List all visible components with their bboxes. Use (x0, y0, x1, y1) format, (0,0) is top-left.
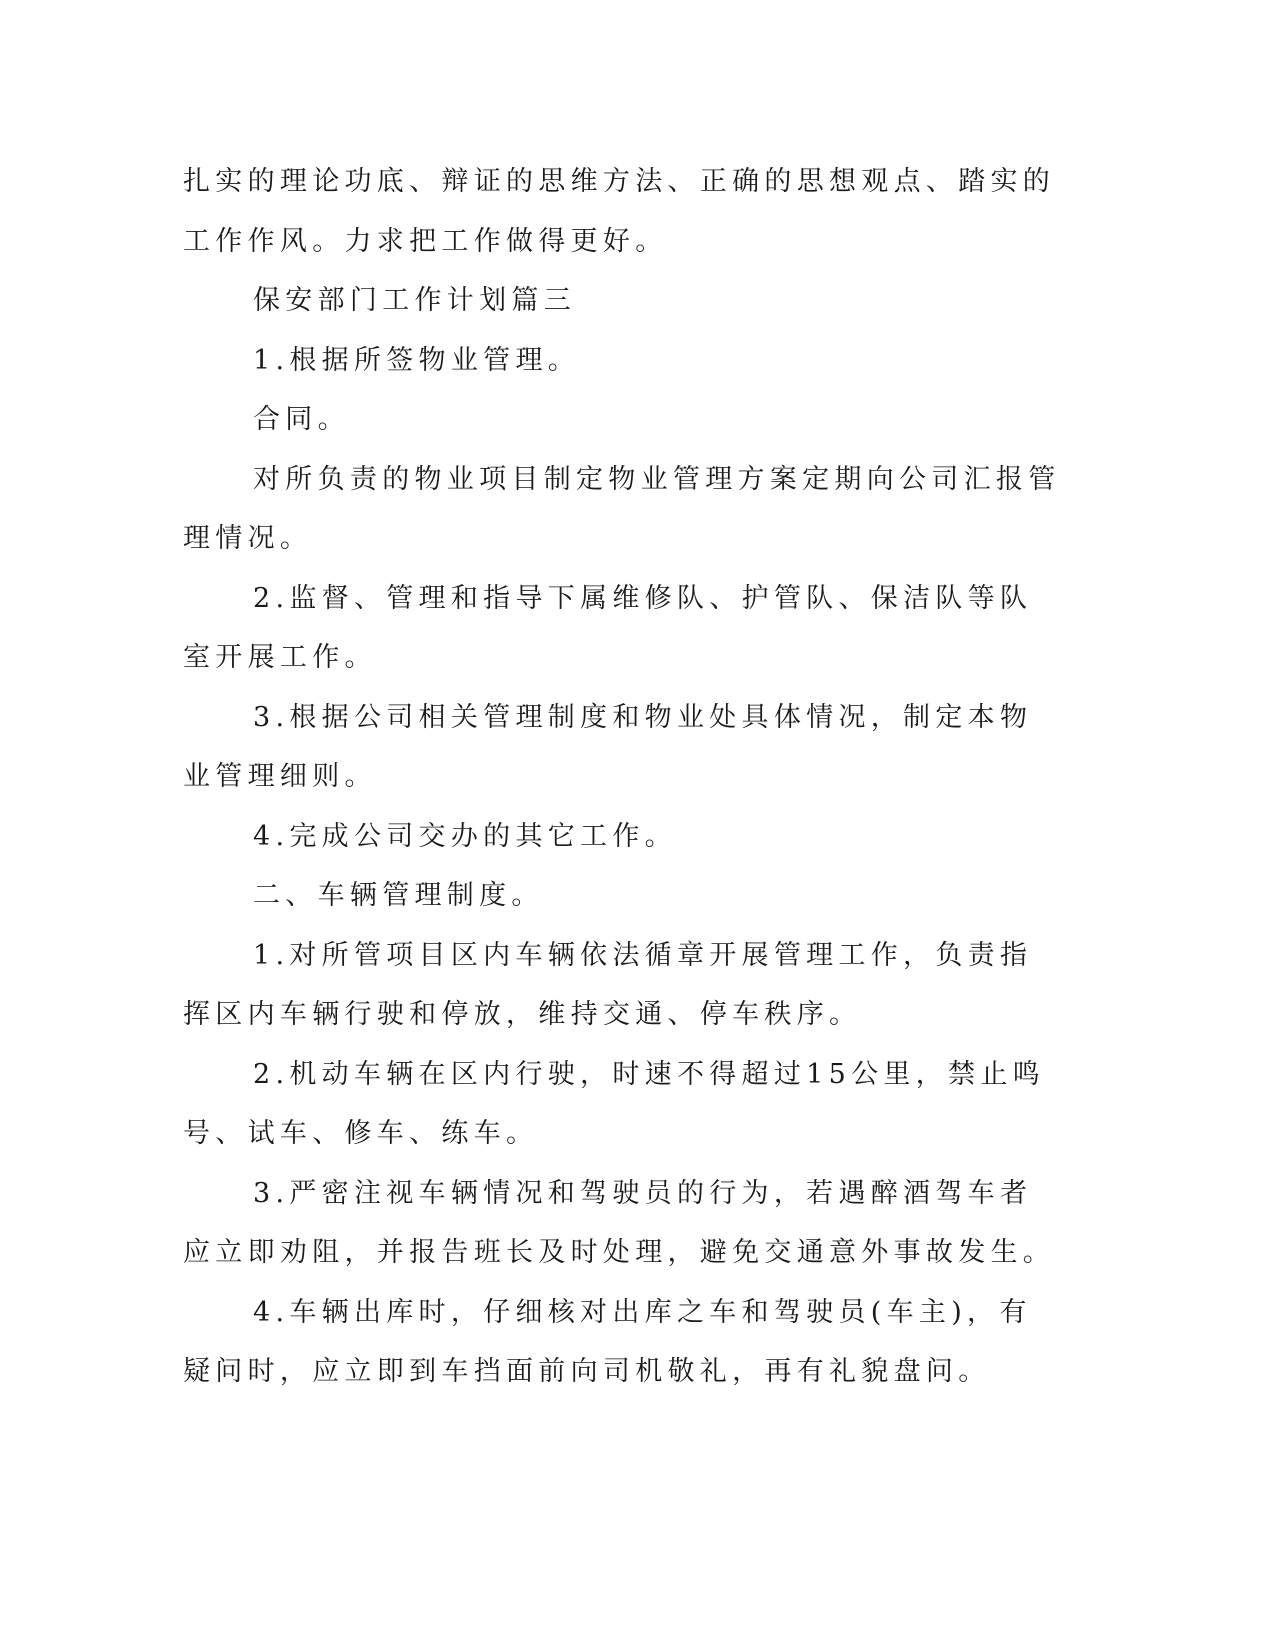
paragraph-vehicle-3: 3.严密注视车辆情况和驾驶员的行为，若遇醉酒驾车者应立即劝阻，并报告班长及时处理，避免交通意外事故发生。 (183, 1177, 1056, 1268)
paragraph-management-plan: 对所负责的物业项目制定物业管理方案定期向公司汇报管理情况。 (183, 463, 1061, 554)
paragraph-vehicle-2: 2.机动车辆在区内行驶，时速不得超过15公里，禁止鸣号、试车、修车、练车。 (183, 1058, 1045, 1149)
paragraph-item-2: 2.监督、管理和指导下属维修队、护管队、保洁队等队室开展工作。 (183, 582, 1033, 673)
section-heading-vehicle: 二、车辆管理制度。 (253, 880, 544, 911)
paragraph-item-1: 1.根据所签物业管理。 (253, 344, 581, 376)
paragraph-intro-continuation: 扎实的理论功底、辩证的思维方法、正确的思想观点、踏实的工作作风。力求把工作做得更好。 (183, 166, 1056, 257)
section-title: 保安部门工作计划篇三 (253, 285, 576, 316)
paragraph-vehicle-1: 1.对所管项目区内车辆依法循章开展管理工作，负责指挥区内车辆行驶和停放，维持交通、停车秩序。 (183, 939, 1033, 1030)
document-body (183, 152, 1063, 1402)
paragraph-contract: 合同。 (253, 404, 350, 435)
paragraph-item-4: 4.完成公司交办的其它工作。 (253, 820, 677, 852)
paragraph-vehicle-4: 4.车辆出库时，仔细核对出库之车和驾驶员(车主)，有疑问时，应立即到车挡面前向司机敬礼，再有礼貌盘问。 (183, 1296, 1032, 1387)
paragraph-item-3: 3.根据公司相关管理制度和物业处具体情况，制定本物业管理细则。 (183, 701, 1033, 792)
